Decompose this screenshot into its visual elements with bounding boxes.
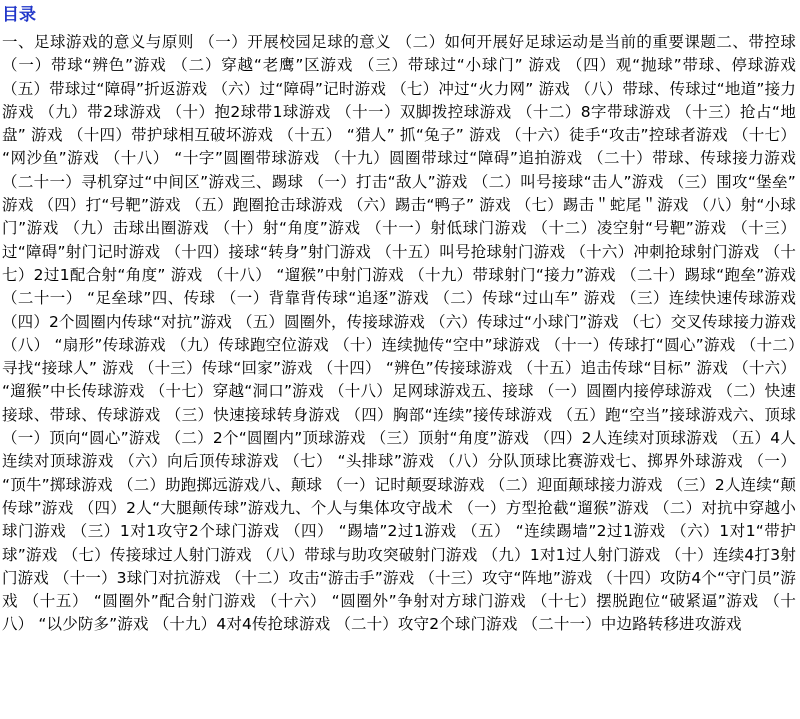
toc-heading: 目录 bbox=[2, 5, 36, 25]
toc-body-text: 一、足球游戏的意义与原则 （一）开展校园足球的意义 （二）如何开展好足球运动是当前的重要课题二、带控球 （一）带球“辨色”游戏 （二）穿越“老鹰”区游戏 （三）带球过“小球门” 游戏 （四）观“抛球”带球、停球游戏 （五）带球过“障碍”折返游戏 （六）过“障碍”记时游戏 （七）冲过“火力网” 游戏 （八）带球、传球过“地道”接力游戏 （九）带2球游戏 （十）抱2球带1球游戏 （十一）双脚拨控球游戏 （十二）8字带球游戏 （十三）抢占“地盘” 游戏 （十四）带护球相互破坏游戏 （十五） “猎人” 抓“兔子” 游戏 （十六）徒手“攻击”控球者游戏 （十七） “网沙鱼”游戏 （十八） “十字”圆圈带球游戏 （十九）圆圈带球过“障碍”追拍游戏 （二十）带球、传球接力游戏 （二十一）寻机穿过“中间区”游戏三、踢球 （一）打击“敌人”游戏 （二）叫号接球“击人”游戏 （三）围攻“堡垒” 游戏 （四）打“号靶”游戏 （五）跑圈抢击球游戏 （六）踢击“鸭子” 游戏 （七）踢击＂蛇尾＂游戏 （八）射“小球门”游戏 （九）击球出圈游戏 （十）射“角度”游戏 （十一）射低球门游戏 （十二）凌空射“号靶”游戏 （十三）过“障碍”射门记时游戏 （十四）接球“转身”射门游戏 （十五）叫号抢球射门游戏 （十六）冲刺抢球射门游戏 （十七）2过1配合射“角度” 游戏 （十八） “遛猴”中射门游戏 （十九）带球射门“接力”游戏 （二十）踢球“跑垒”游戏 （二十一） “足垒球”四、传球 （一）背靠背传球“追逐”游戏 （二）传球“过山车” 游戏 （三）连续快速传球游戏 （四）2个圆圈内传球“对抗”游戏 （五）圆圈外，传接球游戏 （六）传球过“小球门”游戏 （七）交叉传球接力游戏 （八） “扇形”传球游戏 （九）传球跑空位游戏 （十）连续抛传“空中”球游戏 （十一）传球打“圆心”游戏 （十二）寻找“接球人” 游戏 （十三）传球“回家”游戏 （十四） “辨色”传接球游戏 （十五）追击传球“目标” 游戏 （十六） “遛猴”中长传球游戏 （十七）穿越“洞口”游戏 （十八）足网球游戏五、接球 （一）圆圈内接停球游戏 （二）快速接球、带球、传球游戏 （三）快速接球转身游戏 （四）胸部“连续”接传球游戏 （五）跑“空当”接球游戏六、顶球 （一）顶向“圆心”游戏 （二）2个“圆圈内”顶球游戏 （三）顶射“角度”游戏 （四）2人连续对顶球游戏 （五）4人连续对顶球游戏 （六）向后顶传球游戏 （七） “头排球”游戏 （八）分队顶球比赛游戏七、掷界外球游戏 （一） “顶牛”掷球游戏 （二）助跑掷远游戏八、颠球 （一）记时颠耍球游戏 （二）迎面颠球接力游戏 （三）2人连续“颠传球”游戏 （四）2人“大腿颠传球”游戏九、个人与集体攻守战术 （一）方型抢截“遛猴”游戏 （二）对抗中穿越小球门游戏 （三）1对1攻守2个球门游戏 （四） “踢墙”2过1游戏 （五） “连续踢墙”2过1游戏 （六）1对1“带护球”游戏 （七）传接球过人射门游戏 （八）带球与助攻突破射门游戏 （九）1对1过人射门游戏 （十）连续4打3射门游戏 （十一）3球门对抗游戏 （十二）攻击“游击手”游戏 （十三）攻守“阵地”游戏 （十四）攻防4个“守门员”游戏 （十五） “圆圈外”配合射门游戏 （十六） “圆圈外”争射对方球门游戏 （十七）摆脱跑位“破紧逼”游戏 （十八） “以少防多”游戏 （十九）4对4传抢球游戏 （二十）攻守2个球门游戏 （二十一）中边路转移进攻游戏 bbox=[2, 33, 796, 634]
